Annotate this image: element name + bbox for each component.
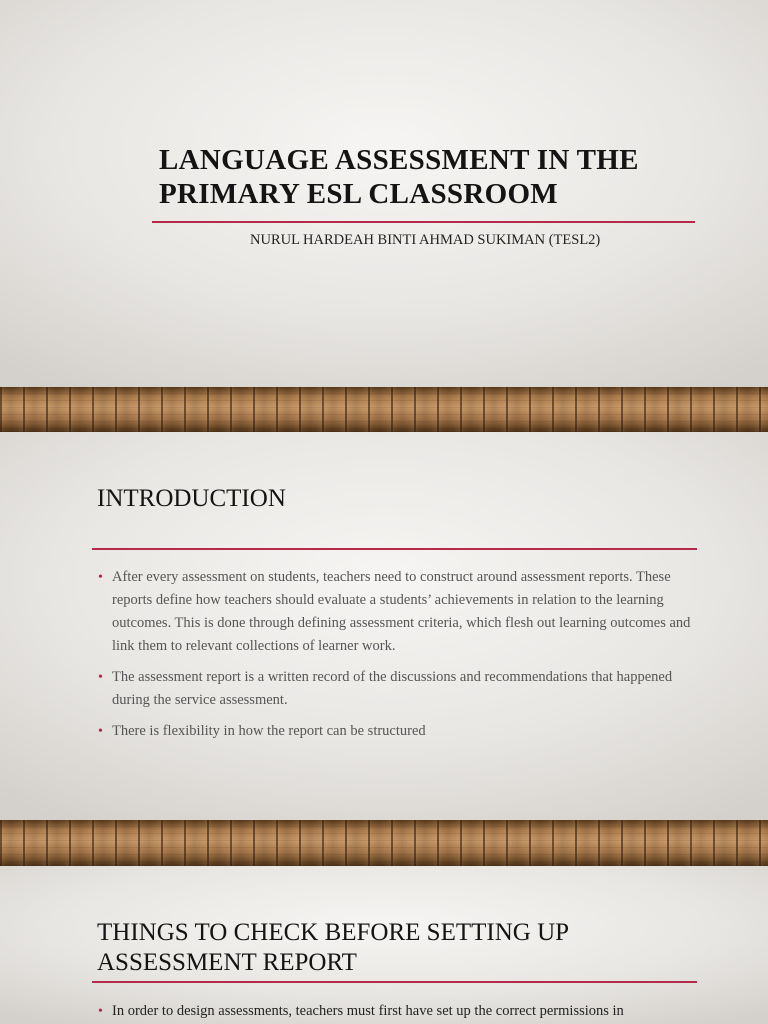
slide-title (0, 0, 768, 387)
slide-heading: THINGS TO CHECK BEFORE SETTING UP ASSESSMENT REPORT (97, 919, 569, 976)
bullet-item: • After every assessment on students, teachers need to construct around assessment reports. These reports define how teachers should evaluate a students’ achievements in relation to the learning outcomes. This is done through defining assessment criteria, which flesh out learning outcomes and link them to relevant collections of learner work. (96, 566, 694, 658)
slide-heading: INTRODUCTION (97, 485, 286, 512)
bullet-list (96, 1000, 736, 1024)
author-subtitle: NURUL HARDEAH BINTI AHMAD SUKIMAN (TESL2) (250, 232, 601, 248)
slide-things-to-check (0, 866, 768, 1024)
heading-divider (92, 981, 697, 983)
bullet-item: • The assessment report is a written record of the discussions and recommendations that happened during the service assessment. (96, 666, 694, 712)
wood-floor-divider (0, 387, 768, 432)
wood-floor-divider (0, 820, 768, 866)
title-divider (152, 221, 695, 223)
presentation-title: LANGUAGE ASSESSMENT IN THE PRIMARY ESL CLASSROOM (159, 144, 639, 210)
bullet-list (96, 566, 694, 751)
heading-divider (92, 548, 697, 550)
slide-introduction (0, 432, 768, 820)
bullet-item: • There is flexibility in how the report can be structured (96, 720, 694, 743)
bullet-item: • In order to design assessments, teachers must first have set up the correct permissions in (96, 1000, 736, 1023)
